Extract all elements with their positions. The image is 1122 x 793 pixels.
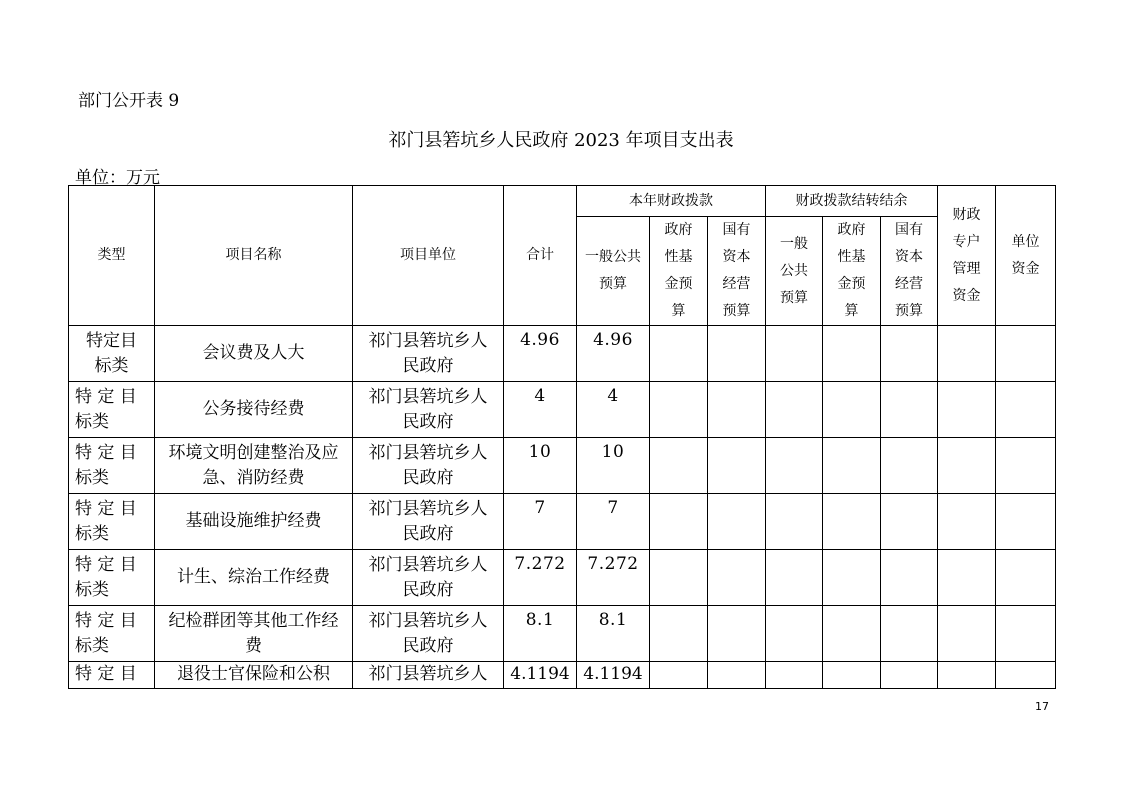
header-row-top xyxy=(69,186,1056,217)
cell-type: 特定目标类 xyxy=(69,326,155,382)
cell-empty xyxy=(881,438,938,494)
cell-type: 特 定 目 标类 xyxy=(69,438,155,494)
cell-empty xyxy=(650,606,708,662)
cell-empty xyxy=(708,662,766,689)
cell-project-unit: 祁门县箬坑乡人民政府 xyxy=(353,550,504,606)
cell-cy-general: 4 xyxy=(577,382,650,438)
header-current-year-appropriation: 本年财政拨款 xyxy=(577,186,766,217)
cell-empty xyxy=(766,326,823,382)
cell-empty xyxy=(766,662,823,689)
page-number: 17 xyxy=(1035,700,1049,713)
cell-empty xyxy=(823,550,881,606)
cell-cy-general: 7.272 xyxy=(577,550,650,606)
cell-empty xyxy=(996,438,1056,494)
cell-empty xyxy=(708,550,766,606)
cell-empty xyxy=(996,382,1056,438)
cell-empty xyxy=(650,494,708,550)
cell-empty xyxy=(938,606,996,662)
cell-project-name: 会议费及人大 xyxy=(155,326,353,382)
header-co-state-capital: 国有资本经营预算 xyxy=(881,217,938,326)
document-title: 祁门县箬坑乡人民政府 2023 年项目支出表 xyxy=(388,130,734,151)
cell-empty xyxy=(938,382,996,438)
cell-cy-general: 8.1 xyxy=(577,606,650,662)
page-label: 部门公开表 9 xyxy=(78,91,180,111)
cell-empty xyxy=(881,662,938,689)
header-unit-funds: 单位资金 xyxy=(996,186,1056,326)
cell-empty xyxy=(650,382,708,438)
cell-cy-general: 10 xyxy=(577,438,650,494)
cell-type: 特 定 目 标类 xyxy=(69,606,155,662)
cell-empty xyxy=(823,382,881,438)
cell-project-name: 计生、综治工作经费 xyxy=(155,550,353,606)
header-project-unit: 项目单位 xyxy=(353,186,504,326)
cell-project-name: 公务接待经费 xyxy=(155,382,353,438)
header-co-general: 一般公共预算 xyxy=(766,217,823,326)
cell-empty xyxy=(938,550,996,606)
table-row xyxy=(69,326,1056,382)
cell-empty xyxy=(938,494,996,550)
cell-empty xyxy=(708,494,766,550)
cell-project-unit: 祁门县箬坑乡人 xyxy=(353,662,504,689)
cell-empty xyxy=(996,494,1056,550)
cell-empty xyxy=(996,662,1056,689)
cell-empty xyxy=(996,326,1056,382)
cell-empty xyxy=(708,606,766,662)
cell-empty xyxy=(938,326,996,382)
header-cy-fund: 政府性基金预算 xyxy=(650,217,708,326)
cell-empty xyxy=(766,438,823,494)
cell-type: 特 定 目 标类 xyxy=(69,382,155,438)
cell-cy-general: 4.96 xyxy=(577,326,650,382)
cell-empty xyxy=(766,550,823,606)
cell-cy-general: 7 xyxy=(577,494,650,550)
cell-empty xyxy=(823,606,881,662)
header-type: 类型 xyxy=(69,186,155,326)
cell-empty xyxy=(823,494,881,550)
cell-project-unit: 祁门县箬坑乡人民政府 xyxy=(353,494,504,550)
cell-empty xyxy=(650,438,708,494)
cell-empty xyxy=(881,550,938,606)
cell-total: 4 xyxy=(504,382,577,438)
cell-empty xyxy=(708,382,766,438)
cell-empty xyxy=(996,606,1056,662)
project-expenditure-table xyxy=(68,185,1056,689)
unit-label: 单位：万元 xyxy=(75,168,160,188)
header-cy-state-capital: 国有资本经营预算 xyxy=(708,217,766,326)
cell-empty xyxy=(766,494,823,550)
cell-project-name: 退役士官保险和公积 xyxy=(155,662,353,689)
cell-empty xyxy=(650,662,708,689)
cell-project-unit: 祁门县箬坑乡人民政府 xyxy=(353,438,504,494)
cell-project-unit: 祁门县箬坑乡人民政府 xyxy=(353,326,504,382)
cell-project-name: 纪检群团等其他工作经费 xyxy=(155,606,353,662)
cell-empty xyxy=(766,606,823,662)
cell-project-unit: 祁门县箬坑乡人民政府 xyxy=(353,382,504,438)
cell-empty xyxy=(823,438,881,494)
table-row xyxy=(69,494,1056,550)
cell-empty xyxy=(823,662,881,689)
header-co-fund: 政府性基金预算 xyxy=(823,217,881,326)
table-row xyxy=(69,382,1056,438)
cell-total: 4.96 xyxy=(504,326,577,382)
cell-type: 特 定 目 xyxy=(69,662,155,689)
cell-type: 特 定 目 标类 xyxy=(69,494,155,550)
header-cy-general: 一般公共预算 xyxy=(577,217,650,326)
cell-empty xyxy=(708,326,766,382)
cell-empty xyxy=(766,382,823,438)
cell-empty xyxy=(881,494,938,550)
cell-empty xyxy=(881,382,938,438)
table-row xyxy=(69,606,1056,662)
cell-total: 4.1194 xyxy=(504,662,577,689)
cell-empty xyxy=(823,326,881,382)
cell-empty xyxy=(996,550,1056,606)
cell-project-name: 环境文明创建整治及应急、消防经费 xyxy=(155,438,353,494)
header-carryover: 财政拨款结转结余 xyxy=(766,186,938,217)
cell-empty xyxy=(708,438,766,494)
cell-empty xyxy=(650,326,708,382)
cell-project-unit: 祁门县箬坑乡人民政府 xyxy=(353,606,504,662)
cell-empty xyxy=(938,438,996,494)
header-total: 合计 xyxy=(504,186,577,326)
table-row xyxy=(69,550,1056,606)
cell-project-name: 基础设施维护经费 xyxy=(155,494,353,550)
cell-empty xyxy=(650,550,708,606)
table-row xyxy=(69,438,1056,494)
cell-total: 7 xyxy=(504,494,577,550)
cell-empty xyxy=(881,606,938,662)
cell-empty xyxy=(881,326,938,382)
table-row xyxy=(69,662,1056,689)
cell-total: 10 xyxy=(504,438,577,494)
cell-type: 特 定 目 标类 xyxy=(69,550,155,606)
header-project-name: 项目名称 xyxy=(155,186,353,326)
cell-total: 8.1 xyxy=(504,606,577,662)
header-special-account: 财政专户管理资金 xyxy=(938,186,996,326)
cell-total: 7.272 xyxy=(504,550,577,606)
cell-cy-general: 4.1194 xyxy=(577,662,650,689)
cell-empty xyxy=(938,662,996,689)
